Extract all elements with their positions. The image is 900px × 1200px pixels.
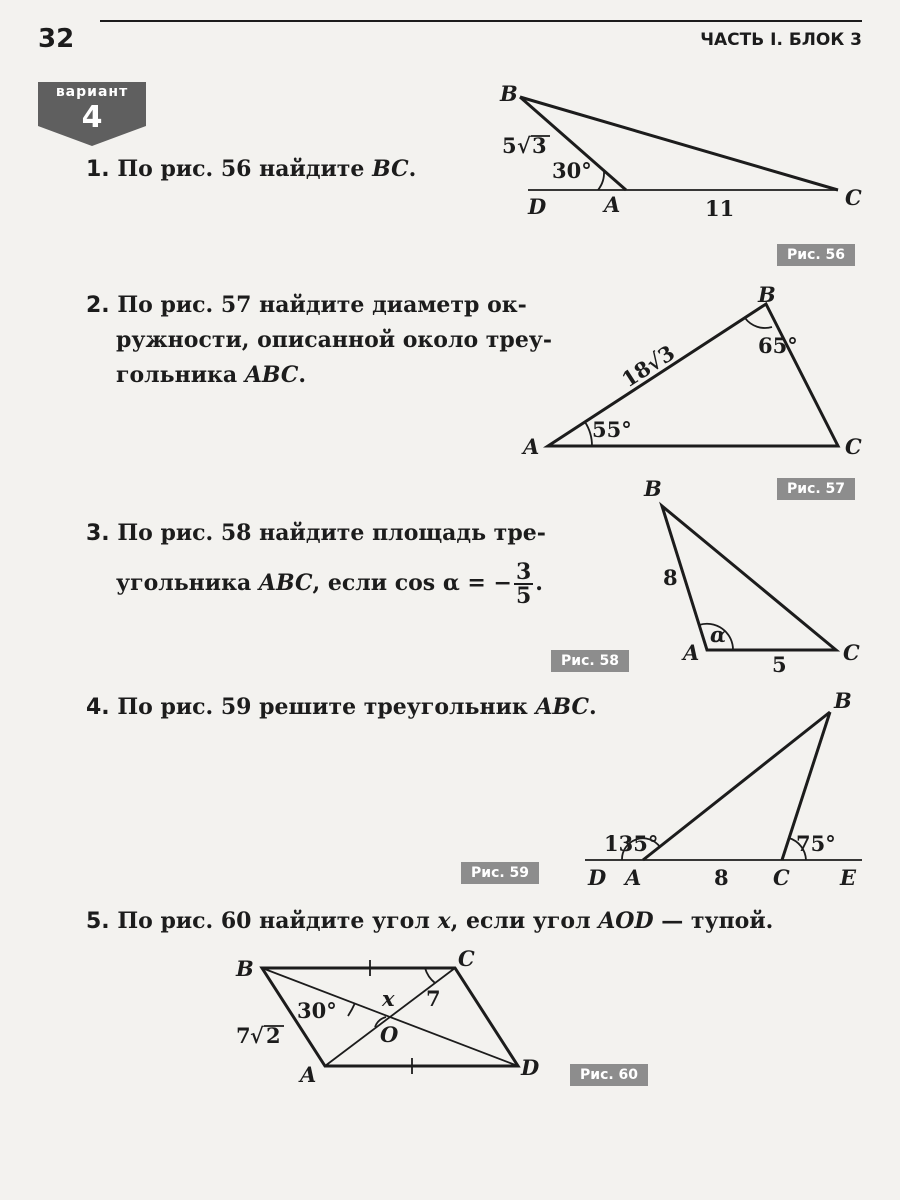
fig58-label-c: C xyxy=(843,640,860,665)
problem-5 xyxy=(86,904,773,939)
fig60-side-ab-radical: √ xyxy=(250,1023,264,1048)
problem-var: ABC xyxy=(244,362,299,388)
problem-text: По рис. 56 найдите xyxy=(117,156,373,182)
fig60-angle-x-label: x xyxy=(382,986,395,1011)
fig57-side-ab-label: 18√3 xyxy=(617,339,680,393)
problem-text: , если cos xyxy=(312,570,443,596)
fig56-side-ab-root: 3 xyxy=(532,133,547,158)
problem-text: . xyxy=(408,156,417,182)
fig60-label-d: D xyxy=(521,1055,540,1080)
fig57-angle-a-arc xyxy=(585,422,592,446)
variant-number: 4 xyxy=(81,100,103,135)
fig59-label-d: D xyxy=(588,865,607,890)
fig60-side-ab-coef: 7 xyxy=(236,1023,251,1048)
fig60-parallelogram xyxy=(262,968,518,1066)
fig58-side-ac-label: 5 xyxy=(772,652,787,677)
fig56-caption: Рис. 56 xyxy=(777,244,855,266)
fig57-label-a: A xyxy=(523,434,540,459)
problem-number: 5. xyxy=(86,909,110,934)
fig58-angle-arc xyxy=(699,624,733,650)
problem-text: По рис. 57 найдите диаметр ок- xyxy=(117,292,527,318)
problem-var: AOD xyxy=(598,908,654,934)
section-title: ЧАСТЬ I. БЛОК 3 xyxy=(700,30,862,50)
fig59-angle-a-arc xyxy=(622,838,660,860)
problem-var: x xyxy=(437,908,451,934)
fig57-caption: Рис. 57 xyxy=(777,478,855,500)
problem-2 xyxy=(86,288,552,393)
fraction xyxy=(514,561,533,607)
fig57-label-c: C xyxy=(845,434,862,459)
fig59-side-bc xyxy=(782,712,830,860)
problem-text: По рис. 60 найдите угол xyxy=(117,908,438,934)
fig56-label-d: D xyxy=(528,194,547,219)
fig60-angle-x-arc xyxy=(375,1017,386,1027)
problem-text: . xyxy=(535,570,543,596)
fig59-label-b: B xyxy=(834,688,852,713)
problem-text: , если угол xyxy=(450,908,599,934)
fig56-side-ab-radical: √ xyxy=(517,133,531,158)
fig59-side-ac-label: 8 xyxy=(714,865,729,890)
problem-alpha: α xyxy=(442,570,460,596)
variant-badge xyxy=(38,82,146,146)
fig59-label-e: E xyxy=(840,865,857,890)
fig59-caption: Рис. 59 xyxy=(461,862,539,884)
fig60-angle-b-label: 30° xyxy=(297,998,337,1023)
problem-number: 4. xyxy=(86,695,110,720)
fig56-label-c: C xyxy=(845,185,862,210)
fig58-angle-label: α xyxy=(710,622,727,647)
problem-text: По рис. 59 решите треугольник xyxy=(117,694,536,720)
fig58-triangle xyxy=(662,506,836,650)
problem-text: — тупой. xyxy=(653,908,774,934)
fig57-angle-b-label: 65° xyxy=(758,333,798,358)
fig57-label-b: B xyxy=(758,282,776,307)
problem-var: ABC xyxy=(258,570,313,596)
fig60-label-a: A xyxy=(300,1062,317,1087)
fig60-angle-b-arc xyxy=(348,1003,355,1016)
fig58-label-b: B xyxy=(644,476,662,501)
problem-1 xyxy=(86,152,416,187)
fig56-side-ab-coef: 5 xyxy=(502,133,517,158)
problem-text: ружности, описанной около треу- xyxy=(116,327,553,353)
problem-number: 1. xyxy=(86,157,110,182)
problem-text: . xyxy=(298,362,307,388)
fig60-side-ab-root: 2 xyxy=(266,1023,281,1048)
fig56-angle-label: 30° xyxy=(552,158,592,183)
fig56-label-b: B xyxy=(500,81,518,106)
problem-text: По рис. 58 найдите площадь тре- xyxy=(117,520,546,546)
fig56-side-bc xyxy=(520,97,838,190)
fig59-label-a: A xyxy=(625,865,642,890)
fig60-angle-c-arc xyxy=(425,968,435,983)
fig59-side-ab xyxy=(643,712,830,860)
problem-text: . xyxy=(589,694,597,720)
fig58-side-ab-label: 8 xyxy=(663,565,678,590)
fig60-diagonal-bd xyxy=(262,968,518,1066)
problem-text: = − xyxy=(459,570,512,596)
fig57-angle-b-arc xyxy=(745,318,772,328)
fig56-angle-arc xyxy=(598,171,604,190)
fig58-caption: Рис. 58 xyxy=(551,650,629,672)
problem-var: BC xyxy=(372,156,409,182)
fig59-label-c: C xyxy=(773,865,790,890)
fig56-label-a: A xyxy=(604,192,621,217)
fig60-diagonal-ac xyxy=(325,968,455,1066)
problem-text: угольника xyxy=(116,570,259,596)
problem-number: 3. xyxy=(86,521,110,546)
fig58-label-a: A xyxy=(683,640,700,665)
problem-var: ABC xyxy=(535,694,590,720)
problem-3 xyxy=(86,516,546,607)
fig60-caption: Рис. 60 xyxy=(570,1064,648,1086)
fraction-denominator: 5 xyxy=(515,583,532,609)
fig60-label-c: C xyxy=(458,946,475,971)
fig59-angle-c-arc xyxy=(789,838,806,860)
fig59-angle-a-label: 135° xyxy=(604,831,659,856)
fraction-numerator: 3 xyxy=(515,559,532,585)
page-number: 32 xyxy=(38,24,75,54)
fig56-side-ab xyxy=(520,97,626,190)
fig60-label-o: O xyxy=(380,1022,399,1047)
problem-text: гольника xyxy=(116,362,245,388)
problem-number: 2. xyxy=(86,293,110,318)
fig57-angle-a-label: 55° xyxy=(592,417,632,442)
problem-4 xyxy=(86,690,597,725)
variant-word: вариант xyxy=(55,84,129,100)
fig59-angle-c-label: 75° xyxy=(796,831,836,856)
header-rule xyxy=(100,20,862,22)
fig57-triangle xyxy=(548,304,838,446)
fig56-side-ac-label: 11 xyxy=(705,196,735,221)
fig60-label-b: B xyxy=(236,956,254,981)
fig60-angle-c-label: 7 xyxy=(426,986,441,1011)
